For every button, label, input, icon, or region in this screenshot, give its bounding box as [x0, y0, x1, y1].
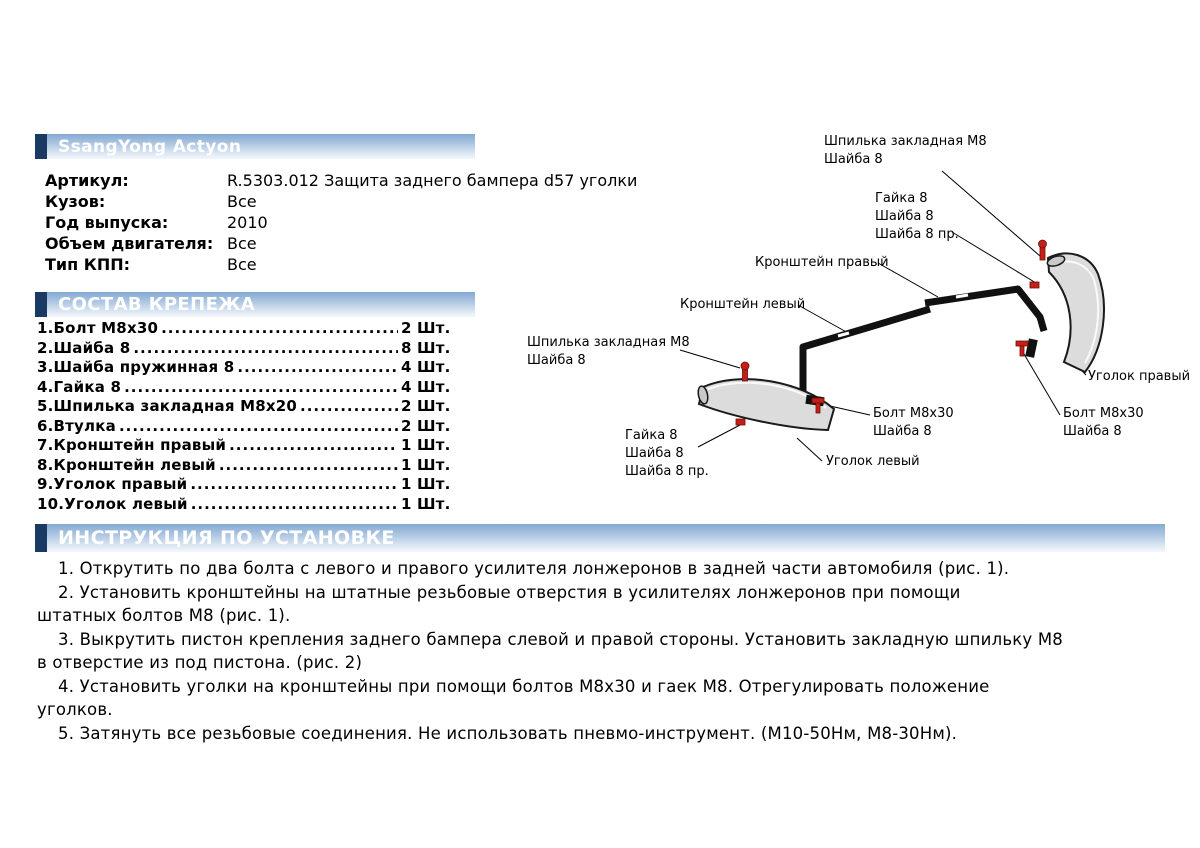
fastener-row — [37, 495, 457, 515]
part-name: 2.Шайба 8 — [37, 338, 131, 357]
fasteners-header-bar — [35, 292, 475, 317]
info-label: Тип КПП: — [45, 255, 131, 274]
diagram-label-stud-top-right: Шпилька закладная М8 Шайба 8 — [824, 134, 987, 167]
instruction-line: 1. Открутить по два болта с левого и правого усилителя лонжеронов в задней части автомобиля (рис. 1). — [58, 559, 1010, 578]
leader-dots — [237, 358, 398, 376]
instruction-steps — [37, 557, 1172, 745]
part-qty: 1 Шт. — [401, 494, 451, 513]
diagram-label-bolt-left: Болт М8х30 Шайба 8 — [873, 406, 954, 439]
leader-dots — [161, 319, 398, 337]
info-label: Год выпуска: — [45, 213, 169, 232]
leader-dots — [219, 456, 398, 474]
fastener-list — [37, 319, 457, 514]
part-qty: 1 Шт. — [401, 436, 451, 454]
fastener-row — [37, 456, 457, 476]
stud-icon-left — [741, 362, 749, 381]
instructions-header-bar — [35, 524, 1165, 552]
nut-icon-left — [736, 419, 745, 425]
info-value: Все — [227, 255, 257, 274]
info-value: 2010 — [227, 213, 268, 232]
leader-dots — [119, 417, 398, 435]
nut-icon-right — [1030, 282, 1039, 288]
model-title: SsangYong Actyon — [58, 136, 242, 157]
part-qty: 2 Шт. — [401, 319, 451, 337]
part-qty: 2 Шт. — [401, 416, 451, 435]
diagram-label-corner-right: Уголок правый — [1088, 369, 1191, 384]
diagram-label-bolt-right: Болт М8х30 Шайба 8 — [1063, 406, 1144, 439]
instruction-line: 4. Установить уголки на кронштейны при помощи болтов М8х30 и гаек М8. Отрегулировать положение — [58, 676, 990, 696]
leader-dots — [133, 339, 398, 357]
leader-dots — [190, 475, 398, 493]
fastener-row — [37, 319, 457, 339]
info-label: Кузов: — [45, 192, 106, 211]
right-corner-tube — [1048, 253, 1104, 372]
fastener-row — [37, 378, 457, 398]
info-value: R.5303.012 Защита заднего бампера d57 уголки — [227, 171, 638, 190]
left-bracket — [803, 309, 930, 410]
part-qty: 8 Шт. — [401, 338, 451, 357]
leader-dots — [191, 495, 398, 513]
info-value: Все — [227, 192, 257, 211]
part-name: 8.Кронштейн левый — [37, 455, 216, 474]
diagram-label-bracket-left: Кронштейн левый — [680, 297, 806, 312]
instruction-line: в отверстие из под пистона. (рис. 2) — [37, 653, 363, 672]
instructions-title: ИНСТРУКЦИЯ ПО УСТАНОВКЕ — [58, 527, 395, 549]
diagram-label-bracket-right: Кронштейн правый — [755, 255, 889, 270]
fastener-row — [37, 417, 457, 437]
diagram-label-corner-left: Уголок левый — [826, 454, 920, 469]
leader-dots — [300, 397, 398, 415]
fastener-row — [37, 475, 457, 495]
fastener-row — [37, 436, 457, 456]
header-accent-square — [35, 134, 47, 159]
leader-dots — [124, 378, 398, 396]
header-accent-square — [35, 292, 47, 317]
fastener-row — [37, 339, 457, 359]
part-name: 6.Втулка — [37, 416, 116, 435]
right-bracket — [925, 289, 1044, 331]
assembly-diagram — [500, 125, 1195, 510]
instruction-line: 5. Затянуть все резьбовые соединения. Не использовать пневмо-инструмент. (М10-50Нм, М8-30Нм). — [58, 723, 958, 743]
fastener-row — [37, 397, 457, 417]
fastener-row — [37, 358, 457, 378]
instruction-line: уголков. — [37, 700, 113, 719]
part-qty: 1 Шт. — [401, 455, 451, 474]
stud-icon-top-right — [1039, 240, 1047, 260]
info-label: Объем двигателя: — [45, 234, 214, 253]
part-name: 5.Шпилька закладная М8х20 — [37, 397, 298, 415]
diagram-label-stud-left: Шпилька закладная М8 Шайба 8 — [527, 335, 690, 368]
instruction-line: 3. Выкрутить пистон крепления заднего бампера слевой и правой стороны. Установить закладную шпильку М8 — [58, 629, 1063, 649]
part-name: 7.Кронштейн правый — [37, 436, 227, 454]
part-name: 1.Болт М8х30 — [37, 319, 159, 337]
instruction-line: 2. Установить кронштейны на штатные резьбовые отверстия в усилителях лонжеронов при помощи — [58, 582, 961, 602]
part-name: 10.Уголок левый — [37, 494, 188, 513]
part-name: 3.Шайба пружинная 8 — [37, 358, 235, 376]
leader-dots — [229, 436, 398, 454]
part-name: 9.Уголок правый — [37, 475, 188, 493]
fasteners-title: СОСТАВ КРЕПЕЖА — [58, 294, 256, 315]
part-qty: 4 Шт. — [401, 377, 451, 396]
part-qty: 4 Шт. — [401, 358, 451, 376]
instruction-line: штатных болтов М8 (рис. 1). — [37, 606, 291, 625]
model-header-bar — [35, 134, 475, 159]
part-qty: 1 Шт. — [401, 475, 451, 493]
header-accent-square — [35, 524, 47, 552]
info-value: Все — [227, 234, 257, 253]
part-name: 4.Гайка 8 — [37, 377, 122, 396]
diagram-label-nut-left: Гайка 8 Шайба 8 Шайба 8 пр. — [625, 428, 709, 479]
info-label: Артикул: — [45, 171, 129, 190]
diagram-label-nut-right: Гайка 8 Шайба 8 Шайба 8 пр. — [875, 191, 959, 242]
part-qty: 2 Шт. — [401, 397, 451, 415]
